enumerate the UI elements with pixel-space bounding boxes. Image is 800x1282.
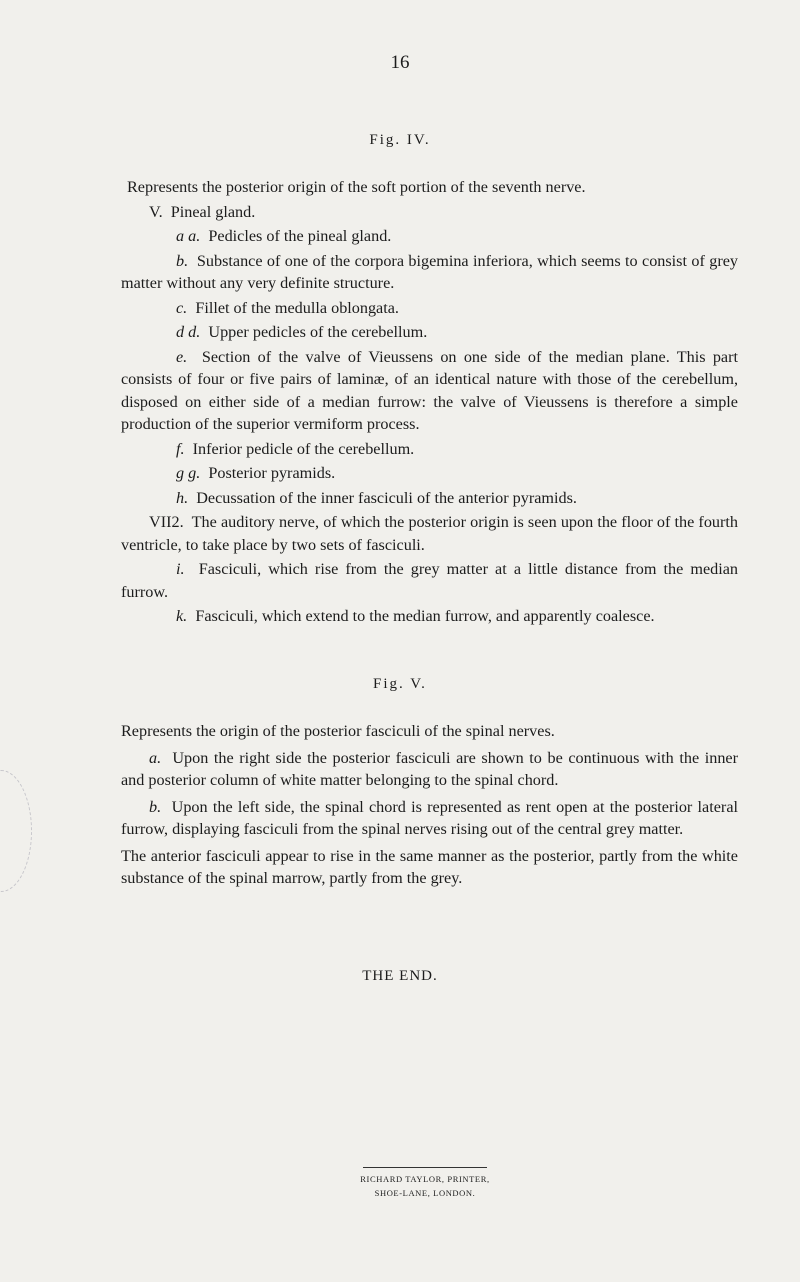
item-key: g g. xyxy=(176,464,201,482)
fig-iv-item-V xyxy=(121,201,738,224)
printer-imprint xyxy=(0,1172,800,1200)
fig-v-section xyxy=(121,720,738,890)
item-key: c. xyxy=(176,298,188,317)
item-text: Pineal gland. xyxy=(170,202,256,221)
the-end-heading: THE END. xyxy=(362,968,438,984)
item-text: Upon the right side the posterior fasciculi are shown to be continuous with the inner and posterior column of white matter belonging to the spinal chord. xyxy=(121,748,738,789)
fig-iv-intro: Represents the posterior origin of the soft portion of the seventh nerve. xyxy=(127,178,586,196)
item-text: Upper pedicles of the cerebellum. xyxy=(208,323,428,341)
item-text: Substance of one of the corpora bigemina inferiora, which seems to consist of grey matter without any very definite structure. xyxy=(121,251,738,292)
fig-iv-item-c xyxy=(121,297,738,320)
fig-iv-heading xyxy=(0,132,800,149)
item-key: i. xyxy=(176,560,185,578)
fig-iv-item-i xyxy=(121,558,738,603)
fig-iv-item-VII2 xyxy=(121,511,738,556)
item-key: k. xyxy=(176,607,188,625)
item-key: d d. xyxy=(176,323,201,341)
item-key: b. xyxy=(149,797,162,816)
library-stamp xyxy=(0,770,32,892)
page-number: 16 xyxy=(390,52,410,73)
item-key: a. xyxy=(149,748,162,767)
fig-v-heading-text: Fig. V. xyxy=(373,676,427,692)
item-key: VII2. xyxy=(149,513,184,531)
imprint-line-2: SHOE-LANE, LONDON. xyxy=(374,1188,476,1198)
fig-iv-item-dd xyxy=(121,321,738,344)
item-text: Fasciculi, which extend to the median furrow, and apparently coalesce. xyxy=(195,607,655,625)
imprint-line-1: RICHARD TAYLOR, PRINTER, xyxy=(360,1174,490,1184)
fig-v-item-b xyxy=(121,796,738,841)
fig-iv-heading-text: Fig. IV. xyxy=(369,132,431,148)
item-key: f. xyxy=(176,439,185,458)
fig-iv-item-gg xyxy=(121,462,738,485)
fig-iv-item-h xyxy=(121,487,738,510)
fig-v-closing: The anterior fasciculi appear to rise in the same manner as the posterior, partly from the white substance of the spinal marrow, partly from the grey. xyxy=(121,846,738,887)
item-text: Fillet of the medulla oblongata. xyxy=(195,298,399,317)
item-text: Upon the left side, the spinal chord is represented as rent open at the posterior lateral furrow, displaying fasciculi from the spinal nerves rising out of the central grey matter. xyxy=(121,797,738,838)
item-text: Decussation of the inner fasciculi of the anterior pyramids. xyxy=(196,488,577,507)
fig-iv-item-aa xyxy=(121,225,738,248)
item-key: e. xyxy=(176,347,188,366)
fig-iv-section xyxy=(121,176,738,628)
fig-iv-item-b xyxy=(121,250,738,295)
imprint-rule xyxy=(363,1167,487,1168)
item-text: Pedicles of the pineal gland. xyxy=(208,227,392,245)
fig-iv-item-k xyxy=(121,605,738,628)
item-key: V. xyxy=(149,202,163,221)
item-text: Fasciculi, which rise from the grey matter at a little distance from the median furrow. xyxy=(121,560,738,601)
fig-v-item-a xyxy=(121,747,738,792)
fig-iv-item-f xyxy=(121,438,738,461)
item-text: Inferior pedicle of the cerebellum. xyxy=(192,439,415,458)
item-text: Posterior pyramids. xyxy=(208,464,336,482)
item-text: Section of the valve of Vieussens on one side of the median plane. This part consists of four or five pairs of laminæ, of an identical nature with those of the cerebellum, disposed on either side of a median furrow: the valve of Vieussens is therefore a simple production of the superior vermiform process. xyxy=(121,347,738,433)
fig-v-heading xyxy=(0,676,800,693)
item-key: h. xyxy=(176,488,189,507)
item-key: b. xyxy=(176,251,189,270)
item-key: a a. xyxy=(176,227,201,245)
fig-v-intro: Represents the origin of the posterior fasciculi of the spinal nerves. xyxy=(121,722,555,740)
item-text: The auditory nerve, of which the posterior origin is seen upon the floor of the fourth ventricle, to take place by two sets of fasciculi. xyxy=(121,513,738,554)
fig-iv-item-e xyxy=(121,346,738,436)
